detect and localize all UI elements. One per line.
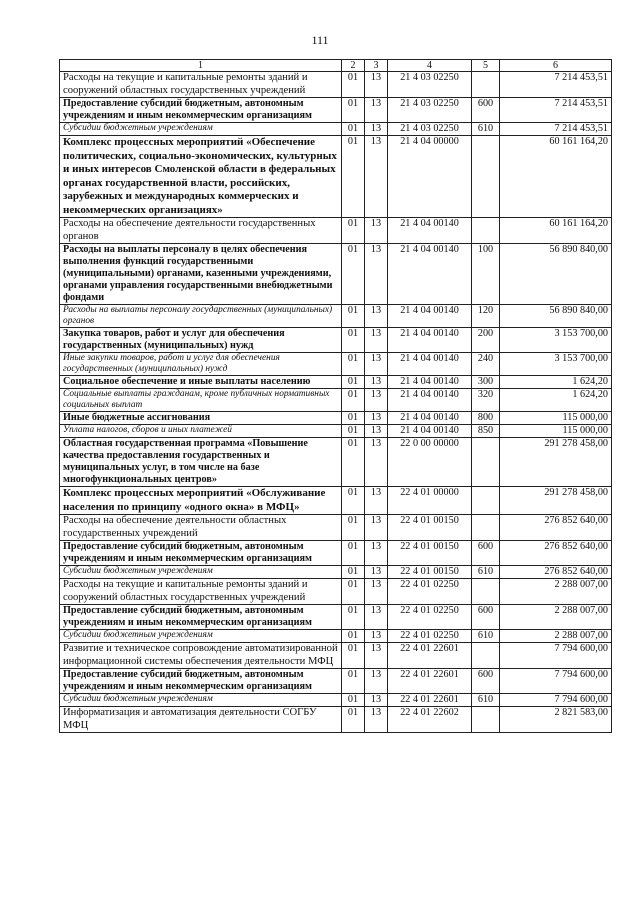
row-section-cell: 01 <box>342 244 365 305</box>
table-row <box>60 98 612 123</box>
row-subsection-cell: 13 <box>365 707 388 733</box>
table-row <box>60 438 612 487</box>
row-target-code-cell: 21 4 04 00140 <box>388 412 472 425</box>
row-name-cell: Социальные выплаты гражданам, кроме публичных нормативных социальных выплат <box>60 389 342 412</box>
table-row <box>60 123 612 136</box>
row-target-code-cell: 22 4 01 02250 <box>388 630 472 643</box>
row-expense-type-cell <box>472 72 500 98</box>
row-expense-type-cell: 100 <box>472 244 500 305</box>
row-target-code-cell: 22 4 01 00150 <box>388 515 472 541</box>
row-section-cell: 01 <box>342 98 365 123</box>
row-expense-type-cell: 610 <box>472 694 500 707</box>
row-name-cell: Предоставление субсидий бюджетным, автономным учреждениям и иным некоммерческим организациям <box>60 98 342 123</box>
table-row <box>60 305 612 328</box>
table-row <box>60 389 612 412</box>
row-target-code-cell: 22 4 01 00000 <box>388 487 472 515</box>
row-subsection-cell: 13 <box>365 541 388 566</box>
page-number: 111 <box>311 33 329 47</box>
row-target-code-cell: 21 4 03 02250 <box>388 72 472 98</box>
row-expense-type-cell <box>472 487 500 515</box>
row-subsection-cell: 13 <box>365 305 388 328</box>
row-section-cell: 01 <box>342 605 365 630</box>
table-row <box>60 579 612 605</box>
row-expense-type-cell <box>472 218 500 244</box>
row-section-cell: 01 <box>342 412 365 425</box>
row-expense-type-cell: 600 <box>472 605 500 630</box>
row-target-code-cell: 21 4 04 00140 <box>388 305 472 328</box>
row-name-cell: Уплата налогов, сборов и иных платежей <box>60 425 342 438</box>
row-name-cell: Расходы на обеспечение деятельности государственных органов <box>60 218 342 244</box>
row-expense-type-cell: 240 <box>472 353 500 376</box>
row-expense-type-cell <box>472 579 500 605</box>
row-target-code-cell: 21 4 03 02250 <box>388 98 472 123</box>
row-subsection-cell: 13 <box>365 136 388 218</box>
row-amount-cell: 291 278 458,00 <box>500 438 612 487</box>
table-row <box>60 707 612 733</box>
table-row <box>60 328 612 353</box>
row-expense-type-cell: 200 <box>472 328 500 353</box>
table-row <box>60 643 612 669</box>
table-row <box>60 72 612 98</box>
row-expense-type-cell: 610 <box>472 123 500 136</box>
row-subsection-cell: 13 <box>365 425 388 438</box>
row-section-cell: 01 <box>342 438 365 487</box>
row-amount-cell: 7 214 453,51 <box>500 72 612 98</box>
row-amount-cell: 56 890 840,00 <box>500 244 612 305</box>
row-expense-type-cell: 850 <box>472 425 500 438</box>
row-subsection-cell: 13 <box>365 438 388 487</box>
row-name-cell: Расходы на текущие и капитальные ремонты зданий и сооружений областных государственных учреждений <box>60 579 342 605</box>
row-name-cell: Расходы на текущие и капитальные ремонты зданий и сооружений областных государственных учреждений <box>60 72 342 98</box>
row-name-cell: Иные закупки товаров, работ и услуг для обеспечения государственных (муниципальных) нужд <box>60 353 342 376</box>
row-section-cell: 01 <box>342 643 365 669</box>
row-name-cell: Расходы на обеспечение деятельности областных государственных учреждений <box>60 515 342 541</box>
row-amount-cell: 2 821 583,00 <box>500 707 612 733</box>
row-expense-type-cell: 300 <box>472 376 500 389</box>
table-row <box>60 218 612 244</box>
row-amount-cell: 2 288 007,00 <box>500 579 612 605</box>
row-expense-type-cell: 600 <box>472 541 500 566</box>
row-target-code-cell: 21 4 04 00140 <box>388 328 472 353</box>
row-section-cell: 01 <box>342 328 365 353</box>
row-amount-cell: 115 000,00 <box>500 412 612 425</box>
row-expense-type-cell: 800 <box>472 412 500 425</box>
row-subsection-cell: 13 <box>365 328 388 353</box>
row-name-cell: Иные бюджетные ассигнования <box>60 412 342 425</box>
row-amount-cell: 7 794 600,00 <box>500 694 612 707</box>
row-section-cell: 01 <box>342 376 365 389</box>
row-amount-cell: 1 624,20 <box>500 376 612 389</box>
row-section-cell: 01 <box>342 353 365 376</box>
row-section-cell: 01 <box>342 579 365 605</box>
table-row <box>60 541 612 566</box>
row-amount-cell: 276 852 640,00 <box>500 566 612 579</box>
row-section-cell: 01 <box>342 425 365 438</box>
row-name-cell: Развитие и техническое сопровождение автоматизированной информационной системы обеспечения деятельности МФЦ <box>60 643 342 669</box>
row-subsection-cell: 13 <box>365 412 388 425</box>
row-expense-type-cell: 600 <box>472 98 500 123</box>
row-subsection-cell: 13 <box>365 353 388 376</box>
row-name-cell: Предоставление субсидий бюджетным, автономным учреждениям и иным некоммерческим организациям <box>60 541 342 566</box>
row-subsection-cell: 13 <box>365 487 388 515</box>
row-subsection-cell: 13 <box>365 218 388 244</box>
row-target-code-cell: 22 4 01 22601 <box>388 643 472 669</box>
header-col-6: 6 <box>500 60 612 72</box>
row-amount-cell: 7 214 453,51 <box>500 123 612 136</box>
row-name-cell: Субсидии бюджетным учреждениям <box>60 630 342 643</box>
row-name-cell: Субсидии бюджетным учреждениям <box>60 694 342 707</box>
row-subsection-cell: 13 <box>365 630 388 643</box>
row-name-cell: Комплекс процессных мероприятий «Обслуживание населения по принципу «одного окна» в МФЦ» <box>60 487 342 515</box>
row-expense-type-cell: 610 <box>472 630 500 643</box>
table-row <box>60 136 612 218</box>
row-subsection-cell: 13 <box>365 605 388 630</box>
budget-table <box>59 59 612 733</box>
row-target-code-cell: 21 4 04 00140 <box>388 425 472 438</box>
table-row <box>60 515 612 541</box>
row-target-code-cell: 21 4 04 00140 <box>388 244 472 305</box>
row-name-cell: Социальное обеспечение и иные выплаты населению <box>60 376 342 389</box>
row-section-cell: 01 <box>342 669 365 694</box>
row-name-cell: Субсидии бюджетным учреждениям <box>60 123 342 136</box>
row-expense-type-cell <box>472 136 500 218</box>
row-section-cell: 01 <box>342 218 365 244</box>
row-amount-cell: 291 278 458,00 <box>500 487 612 515</box>
row-name-cell: Расходы на выплаты персоналу в целях обеспечения выполнения функций государственными (муниципальными) органами, казенными учреждениями, органами управления государственными внебюджетными фондами <box>60 244 342 305</box>
row-amount-cell: 3 153 700,00 <box>500 353 612 376</box>
row-subsection-cell: 13 <box>365 123 388 136</box>
header-col-5: 5 <box>472 60 500 72</box>
table-row <box>60 605 612 630</box>
row-section-cell: 01 <box>342 707 365 733</box>
row-expense-type-cell: 610 <box>472 566 500 579</box>
header-col-2: 2 <box>342 60 365 72</box>
row-target-code-cell: 21 4 04 00140 <box>388 376 472 389</box>
row-expense-type-cell <box>472 707 500 733</box>
row-expense-type-cell <box>472 643 500 669</box>
row-target-code-cell: 22 4 01 22601 <box>388 694 472 707</box>
row-name-cell: Предоставление субсидий бюджетным, автономным учреждениям и иным некоммерческим организациям <box>60 669 342 694</box>
row-subsection-cell: 13 <box>365 579 388 605</box>
row-target-code-cell: 21 4 03 02250 <box>388 123 472 136</box>
row-amount-cell: 7 794 600,00 <box>500 643 612 669</box>
row-subsection-cell: 13 <box>365 566 388 579</box>
row-amount-cell: 7 794 600,00 <box>500 669 612 694</box>
row-amount-cell: 2 288 007,00 <box>500 630 612 643</box>
table-row <box>60 425 612 438</box>
row-target-code-cell: 22 4 01 22601 <box>388 669 472 694</box>
header-col-3: 3 <box>365 60 388 72</box>
row-amount-cell: 276 852 640,00 <box>500 541 612 566</box>
row-name-cell: Областная государственная программа «Повышение качества предоставления государственных и муниципальных услуг, в том числе на базе многофункциональных центров» <box>60 438 342 487</box>
row-target-code-cell: 21 4 04 00140 <box>388 389 472 412</box>
row-target-code-cell: 21 4 04 00140 <box>388 218 472 244</box>
table-row <box>60 694 612 707</box>
row-subsection-cell: 13 <box>365 98 388 123</box>
row-target-code-cell: 22 0 00 00000 <box>388 438 472 487</box>
table-row <box>60 244 612 305</box>
row-target-code-cell: 22 4 01 02250 <box>388 579 472 605</box>
row-name-cell: Расходы на выплаты персоналу государственных (муниципальных) органов <box>60 305 342 328</box>
table-row <box>60 566 612 579</box>
row-target-code-cell: 22 4 01 22602 <box>388 707 472 733</box>
row-expense-type-cell: 600 <box>472 669 500 694</box>
header-col-1: 1 <box>60 60 342 72</box>
row-target-code-cell: 21 4 04 00000 <box>388 136 472 218</box>
row-expense-type-cell <box>472 438 500 487</box>
row-section-cell: 01 <box>342 136 365 218</box>
row-name-cell: Комплекс процессных мероприятий «Обеспечение политических, социально-экономических, культурных и иных интересов Смоленской области в федеральных органах государственной власти, российских, зарубежных и международных коммерческих и некоммерческих организациях» <box>60 136 342 218</box>
row-amount-cell: 1 624,20 <box>500 389 612 412</box>
row-amount-cell: 3 153 700,00 <box>500 328 612 353</box>
table-body <box>60 60 612 733</box>
row-subsection-cell: 13 <box>365 694 388 707</box>
row-subsection-cell: 13 <box>365 72 388 98</box>
row-amount-cell: 115 000,00 <box>500 425 612 438</box>
row-amount-cell: 2 288 007,00 <box>500 605 612 630</box>
row-subsection-cell: 13 <box>365 389 388 412</box>
row-section-cell: 01 <box>342 389 365 412</box>
row-subsection-cell: 13 <box>365 376 388 389</box>
table-row <box>60 412 612 425</box>
row-amount-cell: 60 161 164,20 <box>500 218 612 244</box>
row-target-code-cell: 22 4 01 00150 <box>388 541 472 566</box>
table-row <box>60 669 612 694</box>
table-row <box>60 487 612 515</box>
row-section-cell: 01 <box>342 566 365 579</box>
row-expense-type-cell: 320 <box>472 389 500 412</box>
row-amount-cell: 60 161 164,20 <box>500 136 612 218</box>
row-subsection-cell: 13 <box>365 515 388 541</box>
table-row <box>60 376 612 389</box>
row-section-cell: 01 <box>342 72 365 98</box>
row-name-cell: Субсидии бюджетным учреждениям <box>60 566 342 579</box>
row-section-cell: 01 <box>342 694 365 707</box>
table-row <box>60 353 612 376</box>
row-section-cell: 01 <box>342 630 365 643</box>
table-header-row <box>60 60 612 72</box>
row-name-cell: Информатизация и автоматизация деятельности СОГБУ МФЦ <box>60 707 342 733</box>
row-amount-cell: 56 890 840,00 <box>500 305 612 328</box>
row-subsection-cell: 13 <box>365 669 388 694</box>
header-col-4: 4 <box>388 60 472 72</box>
row-name-cell: Предоставление субсидий бюджетным, автономным учреждениям и иным некоммерческим организациям <box>60 605 342 630</box>
row-target-code-cell: 22 4 01 00150 <box>388 566 472 579</box>
row-section-cell: 01 <box>342 515 365 541</box>
row-section-cell: 01 <box>342 305 365 328</box>
row-subsection-cell: 13 <box>365 643 388 669</box>
row-section-cell: 01 <box>342 487 365 515</box>
row-name-cell: Закупка товаров, работ и услуг для обеспечения государственных (муниципальных) нужд <box>60 328 342 353</box>
row-target-code-cell: 22 4 01 02250 <box>388 605 472 630</box>
row-amount-cell: 7 214 453,51 <box>500 98 612 123</box>
row-subsection-cell: 13 <box>365 244 388 305</box>
row-target-code-cell: 21 4 04 00140 <box>388 353 472 376</box>
row-amount-cell: 276 852 640,00 <box>500 515 612 541</box>
row-section-cell: 01 <box>342 541 365 566</box>
table-row <box>60 630 612 643</box>
row-section-cell: 01 <box>342 123 365 136</box>
row-expense-type-cell <box>472 515 500 541</box>
row-expense-type-cell: 120 <box>472 305 500 328</box>
